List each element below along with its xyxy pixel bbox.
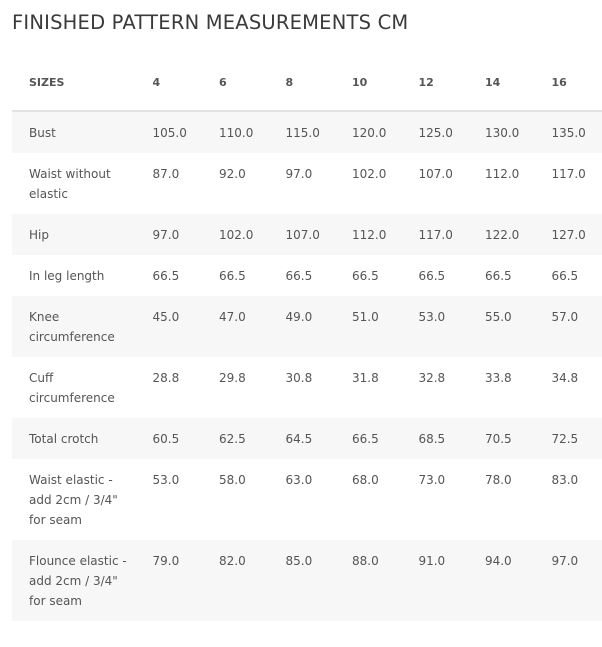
- measurement-label: Knee circumference: [29, 310, 115, 344]
- measurement-value: 30.8: [285, 371, 313, 385]
- measurement-value: 58.0: [219, 473, 246, 487]
- table-row: [12, 459, 602, 540]
- measurement-label: In leg length: [29, 269, 105, 283]
- measurement-value: 94.0: [484, 554, 512, 568]
- measurement-value: 33.8: [484, 371, 512, 385]
- measurement-value: 115.0: [285, 126, 320, 140]
- table-row: [12, 214, 602, 255]
- measurement-label: Hip: [29, 228, 49, 242]
- measurement-value: 102.0: [219, 228, 254, 242]
- table-row: [12, 296, 602, 357]
- table-row: [12, 540, 602, 621]
- measurement-value: 91.0: [418, 554, 446, 568]
- measurement-value: 53.0: [418, 310, 446, 324]
- measurement-value: 122.0: [484, 228, 520, 242]
- measurement-value: 117.0: [551, 167, 586, 181]
- measurement-value: 64.5: [285, 432, 313, 446]
- size-header-cell: 10: [336, 55, 402, 111]
- measurement-value: 53.0: [152, 473, 180, 487]
- measurement-value: 66.5: [351, 269, 379, 283]
- measurements-table: [12, 55, 602, 621]
- measurement-value: 32.8: [418, 371, 446, 385]
- measurement-value: 73.0: [418, 473, 446, 487]
- measurement-value: 66.5: [219, 269, 246, 283]
- measurement-value: 110.0: [219, 126, 254, 140]
- measurement-label: Flounce elastic - add 2cm / 3/4" for seam: [29, 554, 127, 608]
- measurement-value: 127.0: [551, 228, 586, 242]
- measurement-value: 107.0: [418, 167, 453, 181]
- measurement-value: 79.0: [152, 554, 180, 568]
- measurement-value: 66.5: [285, 269, 313, 283]
- measurement-value: 83.0: [551, 473, 579, 487]
- measurement-value: 117.0: [418, 228, 453, 242]
- measurement-value: 28.8: [152, 371, 180, 385]
- table-row: [12, 357, 602, 418]
- measurement-value: 87.0: [152, 167, 180, 181]
- size-header-cell: 8: [270, 55, 336, 111]
- table-row: [12, 111, 602, 153]
- size-header-cell: 6: [203, 55, 269, 111]
- measurement-value: 70.5: [484, 432, 512, 446]
- measurement-value: 125.0: [418, 126, 453, 140]
- measurement-value: 72.5: [551, 432, 579, 446]
- measurement-value: 85.0: [285, 554, 313, 568]
- measurement-value: 45.0: [152, 310, 180, 324]
- measurement-value: 102.0: [351, 167, 387, 181]
- measurement-label: Waist elastic - add 2cm / 3/4" for seam: [29, 473, 118, 527]
- table-row: [12, 153, 602, 214]
- measurements-table-container[interactable]: [12, 55, 586, 647]
- measurement-label: Bust: [29, 126, 56, 140]
- table-header-row: [12, 55, 602, 111]
- measurement-value: 105.0: [152, 126, 187, 140]
- measurement-value: 29.8: [219, 371, 246, 385]
- measurement-value: 112.0: [351, 228, 387, 242]
- measurement-value: 92.0: [219, 167, 246, 181]
- measurement-value: 57.0: [551, 310, 579, 324]
- sizes-header: SIZES: [12, 55, 137, 111]
- measurement-value: 68.5: [418, 432, 446, 446]
- measurement-value: 47.0: [219, 310, 246, 324]
- measurement-value: 31.8: [351, 371, 379, 385]
- measurement-value: 66.5: [484, 269, 512, 283]
- measurement-value: 82.0: [219, 554, 246, 568]
- measurement-value: 60.5: [152, 432, 180, 446]
- size-header-cell: 14: [469, 55, 535, 111]
- measurement-value: 49.0: [285, 310, 313, 324]
- measurement-value: 55.0: [484, 310, 512, 324]
- measurement-value: 107.0: [285, 228, 320, 242]
- measurement-label: Cuff circumference: [29, 371, 115, 405]
- measurement-value: 120.0: [351, 126, 387, 140]
- size-header-cell: 4: [137, 55, 203, 111]
- measurement-value: 97.0: [285, 167, 313, 181]
- measurement-value: 97.0: [551, 554, 579, 568]
- measurement-value: 51.0: [351, 310, 379, 324]
- measurement-label: Waist without elastic: [29, 167, 111, 201]
- measurement-value: 66.5: [418, 269, 446, 283]
- measurement-value: 63.0: [285, 473, 313, 487]
- measurement-value: 130.0: [484, 126, 520, 140]
- measurement-value: 78.0: [484, 473, 512, 487]
- measurement-value: 62.5: [219, 432, 246, 446]
- measurement-value: 66.5: [351, 432, 379, 446]
- size-header-cell: 16: [535, 55, 602, 111]
- measurement-value: 135.0: [551, 126, 586, 140]
- measurement-value: 66.5: [152, 269, 180, 283]
- table-row: [12, 418, 602, 459]
- measurement-value: 34.8: [551, 371, 579, 385]
- measurement-value: 66.5: [551, 269, 579, 283]
- measurement-value: 97.0: [152, 228, 180, 242]
- measurement-value: 68.0: [351, 473, 379, 487]
- measurement-label: Total crotch: [29, 432, 99, 446]
- size-header-cell: 12: [402, 55, 468, 111]
- table-row: [12, 255, 602, 296]
- page-title: FINISHED PATTERN MEASUREMENTS CM: [12, 11, 409, 34]
- measurement-value: 112.0: [484, 167, 520, 181]
- measurement-value: 88.0: [351, 554, 379, 568]
